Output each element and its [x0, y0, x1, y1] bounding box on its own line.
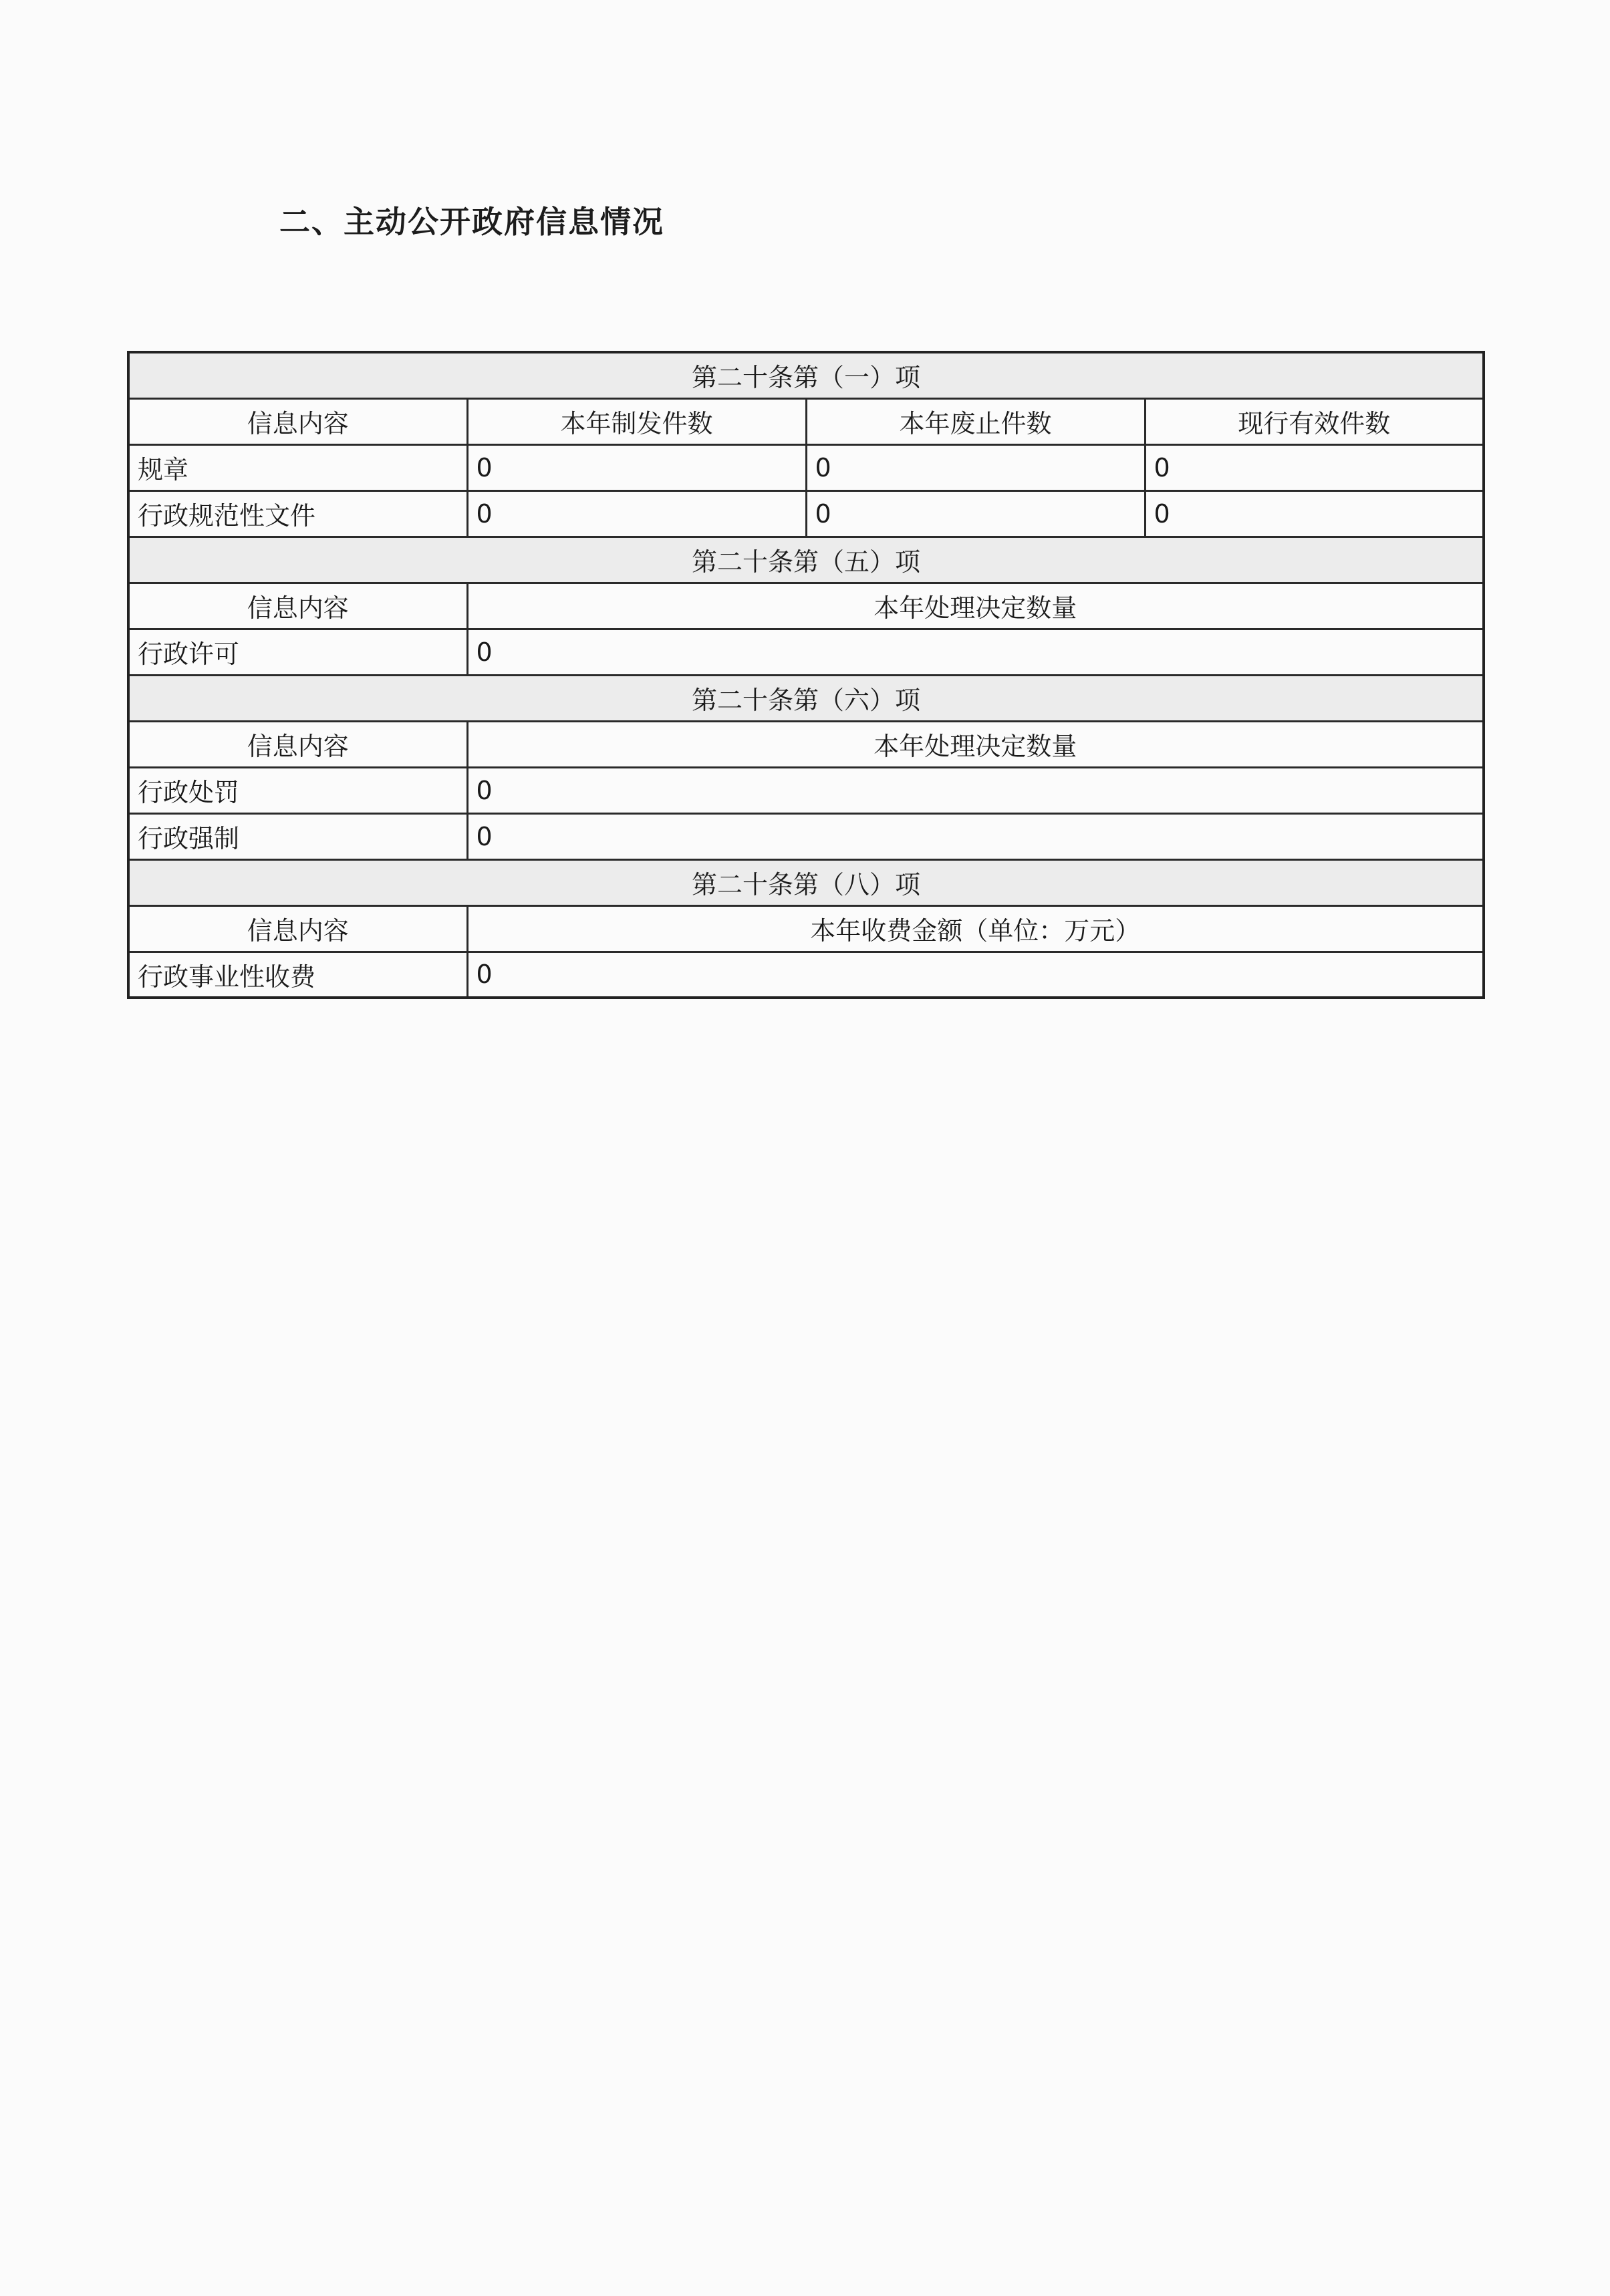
cell-value: 0 [467, 490, 806, 537]
section-heading: 第二十条第（一）项 [128, 352, 1484, 398]
row-label: 行政许可 [128, 629, 467, 675]
section-heading: 第二十条第（八）项 [128, 859, 1484, 905]
disclosure-table [127, 351, 1485, 999]
table-row [128, 444, 1484, 490]
cell-value: 0 [467, 813, 1484, 859]
header-info-content: 信息内容 [128, 398, 467, 444]
row-label: 行政规范性文件 [128, 490, 467, 537]
header-row [128, 905, 1484, 952]
table-row [128, 629, 1484, 675]
row-label: 规章 [128, 444, 467, 490]
cell-value: 0 [1145, 490, 1484, 537]
section-heading-row [128, 859, 1484, 905]
section-heading: 第二十条第（五）项 [128, 537, 1484, 583]
table-row [128, 490, 1484, 537]
table-row [128, 813, 1484, 859]
page-title: 二、主动公开政府信息情况 [279, 204, 664, 240]
header-fee-amount: 本年收费金额（单位：万元） [467, 905, 1484, 952]
cell-value: 0 [1145, 444, 1484, 490]
cell-value: 0 [806, 490, 1145, 537]
row-label: 行政处罚 [128, 767, 467, 813]
header-info-content: 信息内容 [128, 721, 467, 767]
cell-value: 0 [806, 444, 1145, 490]
section-heading-row [128, 352, 1484, 398]
header-info-content: 信息内容 [128, 583, 467, 629]
header-row [128, 721, 1484, 767]
header-row [128, 583, 1484, 629]
section-heading-row [128, 675, 1484, 721]
header-row [128, 398, 1484, 444]
header-effective-count: 现行有效件数 [1145, 398, 1484, 444]
header-repealed-count: 本年废止件数 [806, 398, 1145, 444]
row-label: 行政事业性收费 [128, 952, 467, 998]
header-decision-count: 本年处理决定数量 [467, 721, 1484, 767]
table-row [128, 767, 1484, 813]
cell-value: 0 [467, 629, 1484, 675]
cell-value: 0 [467, 444, 806, 490]
header-issued-count: 本年制发件数 [467, 398, 806, 444]
cell-value: 0 [467, 952, 1484, 998]
section-heading: 第二十条第（六）项 [128, 675, 1484, 721]
header-decision-count: 本年处理决定数量 [467, 583, 1484, 629]
cell-value: 0 [467, 767, 1484, 813]
header-info-content: 信息内容 [128, 905, 467, 952]
table-row [128, 952, 1484, 998]
section-heading-row [128, 537, 1484, 583]
row-label: 行政强制 [128, 813, 467, 859]
